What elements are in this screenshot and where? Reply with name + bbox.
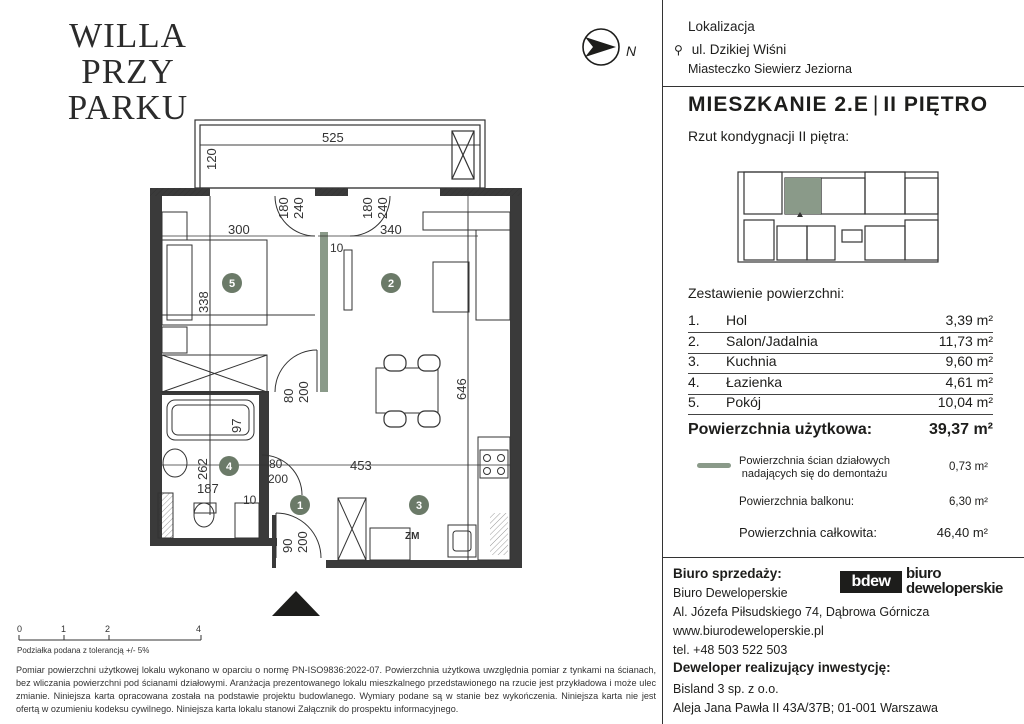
scale-tick-0: 0 (17, 624, 23, 634)
dim-window-l-h: 180 (276, 197, 291, 219)
room-value: 9,60 m² (945, 353, 993, 369)
sales-website: www.biurodeweloperskie.pl (673, 624, 824, 638)
developer-details (673, 680, 938, 718)
usable-area-label: Powierzchnia użytkowa: (688, 421, 873, 438)
room-name: Salon/Jadalnia (726, 332, 818, 349)
brand-logo (18, 18, 238, 126)
apartment-title: MIESZKANIE 2.E | II PIĘTRO (688, 93, 989, 116)
sales-address: Al. Józefa Piłsudskiego 74, Dąbrowa Górnicza (673, 605, 930, 619)
total-label: Powierzchnia całkowita: (739, 525, 878, 540)
room-area-row (688, 333, 993, 352)
dim-balcony-width: 525 (322, 130, 344, 145)
scale-tick-4: 4 (196, 624, 202, 634)
room-name: Łazienka (726, 373, 783, 390)
sales-logo-text-1: biuro (906, 565, 941, 582)
sales-phone: tel. +48 503 522 503 (673, 643, 788, 657)
dim-balcony-depth: 120 (204, 148, 219, 170)
location-street: ul. Dzikiej Wiśni (691, 42, 787, 57)
room-value: 11,73 m² (938, 332, 993, 349)
brand-line-1: WILLA (69, 16, 187, 55)
dim-room5-height: 338 (196, 291, 211, 313)
scale-bar (14, 622, 214, 658)
room-badge-5: 5 (228, 278, 236, 290)
row-underline (688, 414, 993, 415)
room-area-row (688, 394, 993, 413)
sales-logo (840, 566, 1020, 598)
dim-bath-height: 262 (195, 458, 210, 480)
dim-living-width: 340 (380, 222, 402, 237)
divider-location (663, 86, 1024, 87)
room-number: 4. (688, 373, 700, 390)
key-plan-highlight (785, 178, 821, 214)
room-area-row (688, 374, 993, 393)
dim-door5-h: 200 (296, 381, 311, 403)
walls-value: 0,73 m² (949, 461, 988, 473)
apartment-floor: II PIĘTRO (883, 93, 989, 116)
location-heading: Lokalizacja (688, 19, 755, 34)
dim-kitchen-width: 453 (350, 458, 372, 473)
compass-label: N (626, 43, 637, 59)
room-value: 3,39 m² (945, 312, 993, 328)
room-area-row (688, 312, 993, 331)
sales-logo-text-2: deweloperskie (906, 580, 1003, 597)
room-number: 5. (688, 394, 700, 410)
dim-wall-10: 10 (330, 241, 344, 255)
divider-vertical (662, 0, 663, 724)
location-street-row (674, 42, 786, 57)
dim-window-r-w: 240 (375, 197, 390, 219)
dim-bath-187: 187 (197, 481, 219, 496)
apartment-number: MIESZKANIE 2.E (688, 93, 869, 116)
balcony-label: Powierzchnia balkonu: (739, 496, 855, 508)
dim-total-depth: 646 (454, 378, 469, 400)
room-name: Hol (726, 312, 748, 328)
usable-area-value: 39,37 m² (928, 421, 993, 438)
room-name: Kuchnia (726, 353, 777, 369)
room-badge-2: 2 (387, 278, 395, 290)
room-number: 3. (688, 353, 700, 369)
dim-window-l-w: 240 (291, 197, 306, 219)
dim-door-bath-w: 80 (269, 457, 283, 471)
compass-icon (580, 26, 650, 70)
areas-heading: Zestawienie powierzchni: (688, 285, 845, 301)
room-name: Pokój (726, 394, 762, 410)
entrance-arrow-icon (272, 588, 322, 618)
developer-heading: Deweloper realizujący inwestycję: (673, 660, 891, 675)
dim-entry-w: 90 (280, 538, 295, 553)
scale-note: Podziałka podana z tolerancją +/- 5% (17, 646, 150, 655)
disclaimer-text: Pomiar powierzchni użytkowej lokalu wykonano w oparciu o normę PN-ISO9836:2022-07. Powierzchnia użytkowa uwzględnia pomiar z tynkami na ścianach, bez wliczania powierzchni pod ścianami działowymi. Aranżacja prezentowanego lokalu mieszkalnego przedstawionego na rzucie jest przykładowa i może ulec zmianie. Niniejsza karta opracowana została na podstawie projektu budowlanego. Wymiary podane są w stanie bez wykończenia. Niniejsza karta nie jest ofertą w ozumieniu kodeksu cywilnego. Niniejsza karta lokalu stanowi Załącznik do prospektu informacyjnego. (16, 665, 656, 714)
room-number: 2. (688, 332, 700, 349)
dim-entry-h: 200 (295, 531, 310, 553)
developer-name: Bisland 3 sp. z o.o. (673, 682, 779, 696)
room-badge-1: 1 (296, 500, 304, 512)
sales-logo-mark: bdew (840, 571, 902, 593)
divider-areas (663, 557, 1024, 558)
label-zm: ZM (405, 531, 420, 542)
walls-label (739, 455, 890, 481)
room-number: 1. (688, 312, 700, 328)
dim-wall-10b: 10 (243, 493, 257, 507)
floorplan-caption: Rzut kondygnacji II piętra: (688, 128, 850, 144)
wall-legend-swatch (697, 463, 731, 468)
room-value: 4,61 m² (945, 373, 993, 390)
scale-tick-1: 1 (61, 624, 67, 634)
room-badge-3: 3 (415, 500, 423, 512)
dim-bath-97: 97 (229, 418, 244, 433)
walls-label-1: Powierzchnia ścian działowych (739, 455, 891, 467)
developer-address: Aleja Jana Pawła II 43A/37B; 01-001 Warszawa (673, 701, 938, 715)
pin-icon: ⚲ (674, 43, 683, 57)
location-area: Miasteczko Siewierz Jeziorna (688, 62, 852, 76)
dim-room5-width: 300 (228, 222, 250, 237)
room-area-row (688, 353, 993, 372)
floor-key-plan (730, 165, 945, 270)
room-badge-4: 4 (225, 461, 233, 473)
room-value: 10,04 m² (937, 394, 993, 410)
sales-logo-text (906, 566, 1003, 596)
sales-heading: Biuro sprzedaży: (673, 566, 782, 581)
dim-door-bath-h: 200 (268, 472, 289, 486)
dim-window-r-h: 180 (360, 197, 375, 219)
walls-label-2: nadających się do demontażu (741, 468, 888, 480)
sales-company: Biuro Deweloperskie (673, 586, 788, 600)
balcony-value: 6,30 m² (949, 496, 988, 508)
floor-plan (140, 115, 530, 575)
scale-tick-2: 2 (105, 624, 111, 634)
brand-line-2: PRZY PARKU (67, 52, 189, 127)
total-value: 46,40 m² (936, 525, 988, 540)
dim-door5-w: 80 (281, 388, 296, 403)
